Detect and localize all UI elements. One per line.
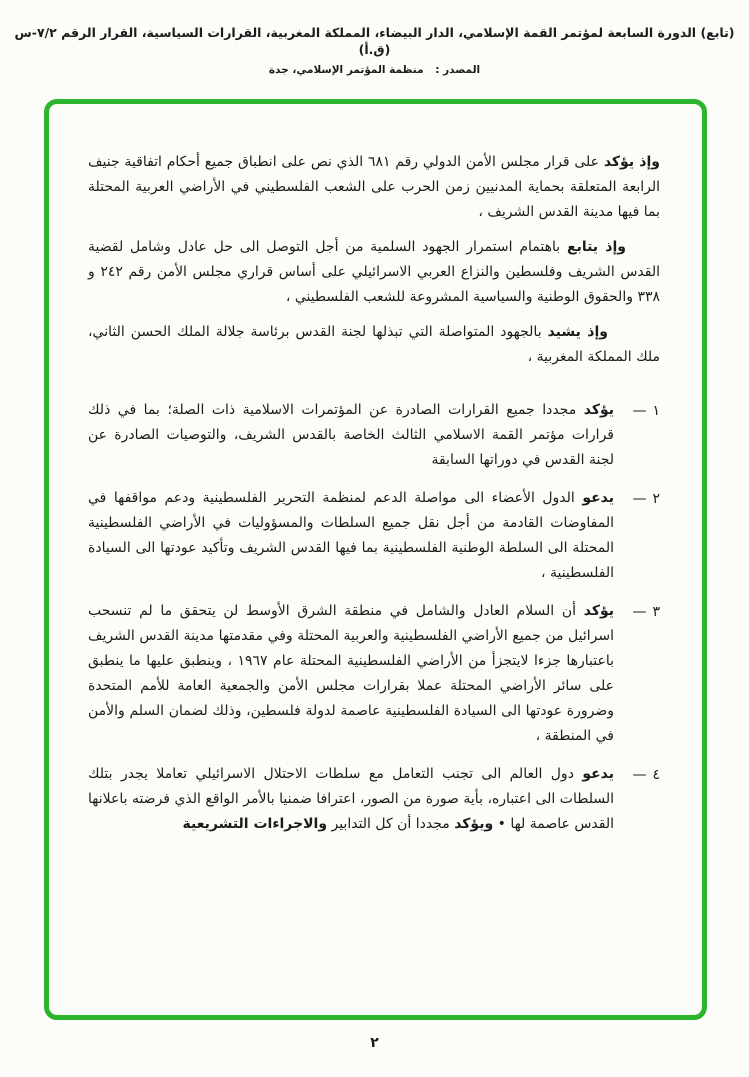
item-dash: — (632, 767, 647, 783)
item-number-value: ٤ (652, 767, 660, 783)
item-text (88, 599, 614, 749)
item-body-b-bold: والاجراءات التشريعية (182, 816, 328, 832)
resolution-item-4 (88, 762, 660, 837)
item-number-value: ١ (652, 403, 660, 419)
item-number (614, 486, 660, 586)
item-number (614, 599, 660, 749)
document-header (0, 24, 749, 76)
paragraph-text: باهتمام استمرار الجهود السلمية من أجل التوصل الى حل عادل وشامل لقضية القدس الشريف وفلسطين والنزاع العربي الاسرائيلي على أساس قراري مجلس الأمن رقم ٢٤٢ و ٣٣٨ والحقوق الوطنية والسياسية المشروعة للشعب الفلسطيني ، (88, 239, 660, 305)
paragraph-lead: وإذ يتابع (567, 239, 626, 255)
item-number (614, 762, 660, 837)
resolution-item-3 (88, 599, 660, 749)
green-border-frame (44, 99, 707, 1020)
item-lead: يدعو (582, 490, 615, 506)
resolution-item-1 (88, 398, 660, 473)
item-text (88, 486, 614, 586)
paragraph-lead: وإذ يشيد (547, 324, 608, 340)
item-text (88, 398, 614, 473)
item-number (614, 398, 660, 473)
item-lead-2: ويؤكد (454, 816, 494, 832)
paragraph-text: بالجهود المتواصلة التي تبذلها لجنة القدس برئاسة جلالة الملك الحسن الثاني، ملك المملكة المغربية ، (88, 324, 660, 365)
document-body (88, 150, 660, 850)
item-number-value: ٣ (652, 604, 660, 620)
preamble-paragraph-3 (88, 320, 660, 370)
item-number-value: ٢ (652, 491, 660, 507)
source-line (0, 64, 749, 76)
item-body-b: مجددا أن كل التدابير (331, 816, 450, 832)
item-body: الدول الأعضاء الى مواصلة الدعم لمنظمة التحرير الفلسطينية ودعم مواقفها في المفاوضات القادمة من أجل نقل جميع السلطات والمسؤوليات في الأراضي الفلسطينية المحتلة الى السلطة الوطنية الفلسطينية بما فيها القدس الشريف وتأكيد عودتها الى السيادة الفلسطينية ، (88, 490, 614, 581)
preamble-paragraph-1 (88, 150, 660, 225)
page-number: ٢ (370, 1035, 379, 1051)
source-label: المصدر : (435, 64, 481, 76)
preamble-paragraph-2 (88, 235, 660, 310)
item-dash: — (632, 491, 647, 507)
resolution-items (88, 398, 660, 837)
item-dash: — (632, 604, 647, 620)
paragraph-text: على قرار مجلس الأمن الدولي رقم ٦٨١ الذي نص على انطباق جميع أحكام اتفاقية جنيف الرابعة المتعلقة بحماية المدنيين زمن الحرب على الشعب الفلسطيني في الأراضي العربية المحتلة بما فيها مدينة القدس الشريف ، (88, 154, 660, 220)
source-value: منظمة المؤتمر الإسلامي، جدة (268, 64, 424, 76)
item-dash: — (632, 403, 647, 419)
resolution-item-2 (88, 486, 660, 586)
item-body: مجددا جميع القرارات الصادرة عن المؤتمرات الاسلامية ذات الصلة؛ بما في ذلك قرارات مؤتمر القمة الاسلامي الثالث الخاصة بالقدس الشريف، والتوصيات الصادرة عن لجنة القدس في دوراتها السابقة (88, 402, 614, 468)
item-body: أن السلام العادل والشامل في منطقة الشرق الأوسط لن يتحقق ما لم تنسحب اسرائيل من جميع الأراضي الفلسطينية والعربية المحتلة وفي مقدمتها مدينة القدس الشريف باعتبارها جزءا لايتجزأ من الأراضي الفلسطينية المحتلة عام ١٩٦٧ ، وينطبق عليها ما ينطبق على سائر الأراضي المحتلة عملا بقرارات مجلس الأمن والجمعية العامة للأمم المتحدة وضرورة عودتها الى السيادة الفلسطينية عاصمة لدولة فلسطين، وذلك لضمان السلم والأمن في المنطقة ، (88, 603, 614, 744)
paragraph-lead: وإذ يؤكد (603, 154, 660, 170)
item-body-a: دول العالم الى تجنب التعامل مع سلطات الاحتلال الاسرائيلي تعاملا يجدر بتلك السلطات الى اعتباره، بأية صورة من الصور، اعترافا ضمنيا بالأمر الواقع الذي فرضته باعلانها القدس عاصمة لها • (88, 766, 614, 832)
item-lead: يؤكد (583, 603, 614, 619)
item-text (88, 762, 614, 837)
header-title: (تابع) الدورة السابعة لمؤتمر القمة الإسلامي، الدار البيضاء، المملكة المغربية، القرارات السياسية، القرار الرقم ٧/٢-س (ق.أ) (14, 25, 735, 57)
item-lead: يؤكد (583, 402, 614, 418)
item-lead: يدعو (582, 766, 615, 782)
